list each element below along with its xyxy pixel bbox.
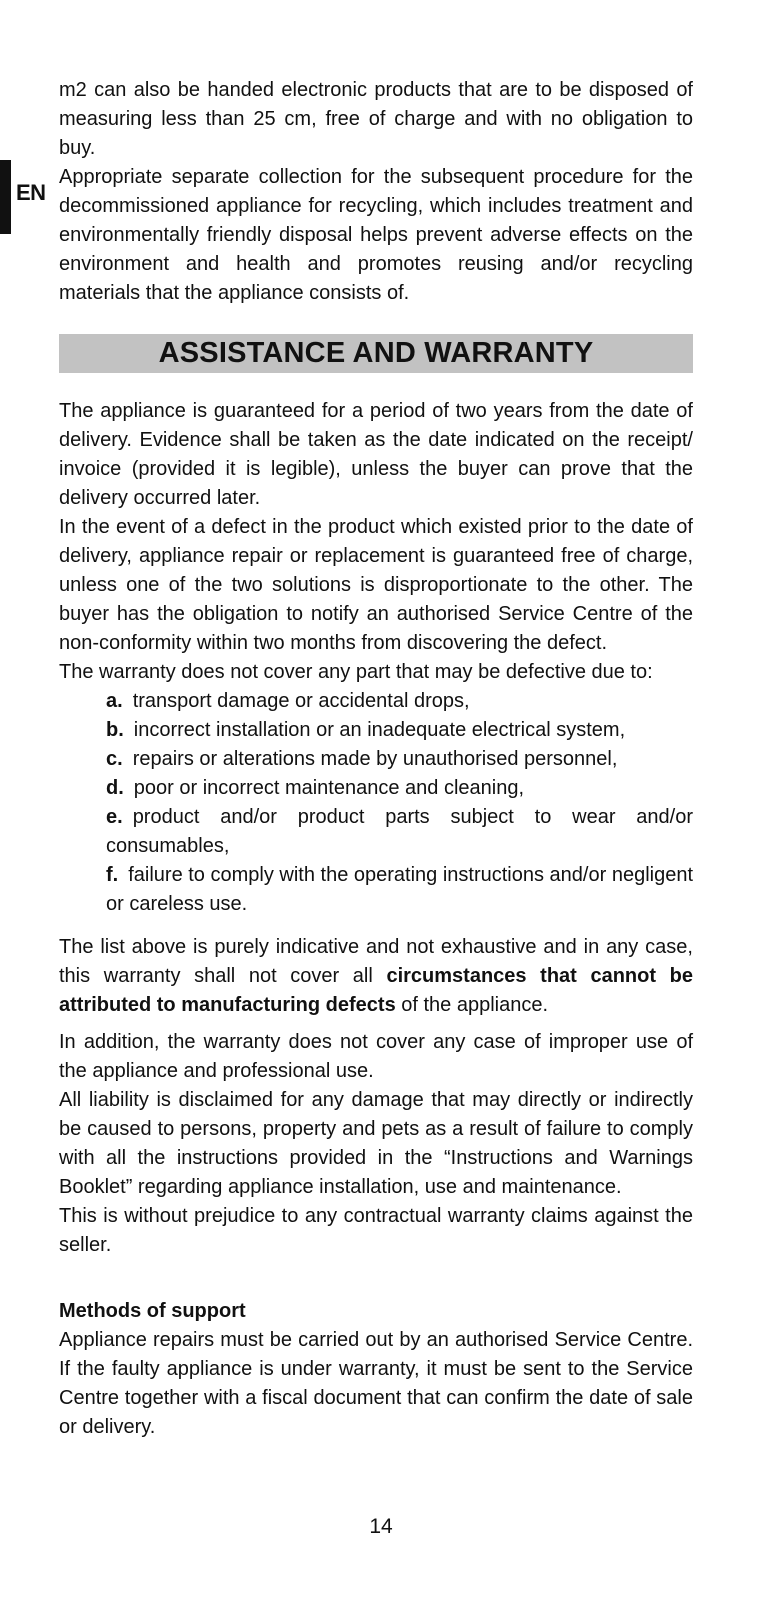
list-item	[106, 687, 693, 716]
list-item-letter: e.	[106, 806, 123, 828]
warranty-paragraph-5: This is without prejudice to any contractual warranty claims against the seller.	[59, 1205, 693, 1256]
warranty-paragraph-4: All liability is disclaimed for any damage that may directly or indirectly be caused to persons, property and pets as a result of failure to comply with all the instructions provided in the “Instructions and Warnings Booklet” regarding appliance installation, use and maintenance.	[59, 1089, 693, 1198]
warranty-list-intro: The warranty does not cover any part that may be defective due to:	[59, 661, 653, 683]
list-item-letter: f.	[106, 864, 119, 886]
support-paragraph: Appliance repairs must be carried out by an authorised Service Centre. If the faulty appliance is under warranty, it must be sent to the Service Centre together with a fiscal document that can confirm the date of sale or delivery.	[59, 1329, 693, 1438]
language-label: EN	[16, 180, 46, 205]
list-item	[106, 861, 693, 919]
support-heading: Methods of support	[59, 1300, 246, 1322]
list-item-text: poor or incorrect maintenance and cleaning,	[133, 777, 525, 799]
list-disclaimer-paragraph: The list above is purely indicative and not exhaustive and in any case, this warranty shall not cover all circumstances that cannot be attributed to manufacturing defects of the appliance.	[59, 936, 693, 1016]
list-item-letter: a.	[106, 690, 123, 712]
list-item-letter: b.	[106, 719, 124, 741]
intro-paragraph-1: m2 can also be handed electronic products that are to be disposed of measuring less than 25 cm, free of charge and with no obligation to buy.	[59, 79, 693, 159]
list-item-text: failure to comply with the operating instructions and/or negligent or careless use.	[106, 864, 693, 915]
intro-paragraph-2: Appropriate separate collection for the subsequent procedure for the decommissioned appliance for recycling, which includes treatment and environmentally friendly disposal helps prevent adverse effects on the environment and health and promotes reusing and/or recycling materials that the appliance consists of.	[59, 166, 693, 304]
list-item-text: product and/or product parts subject to wear and/or consumables,	[106, 806, 693, 857]
list-item-letter: d.	[106, 777, 124, 799]
list-item	[106, 716, 693, 745]
list-item	[106, 774, 693, 803]
list-item-letter: c.	[106, 748, 123, 770]
warranty-paragraph-3: In addition, the warranty does not cover any case of improper use of the appliance and professional use.	[59, 1031, 693, 1082]
emphasis-text: circumstances that cannot be attributed to manufacturing defects	[59, 965, 693, 1016]
list-item-text: transport damage or accidental drops,	[132, 690, 470, 712]
section-heading-bar	[59, 334, 693, 373]
section-heading: ASSISTANCE AND WARRANTY	[158, 337, 594, 369]
page-content	[59, 76, 693, 1442]
exclusions-list	[59, 687, 693, 919]
list-item-text: incorrect installation or an inadequate electrical system,	[133, 719, 626, 741]
list-item-text: repairs or alterations made by unauthorised personnel,	[132, 748, 618, 770]
warranty-paragraph-1: The appliance is guaranteed for a period of two years from the date of delivery. Evidence shall be taken as the date indicated on the receipt/ invoice (provided it is legible), unless the buyer can prove that the delivery occurred later.	[59, 400, 693, 509]
warranty-paragraph-2: In the event of a defect in the product which existed prior to the date of delivery, appliance repair or replacement is guaranteed free of charge, unless one of the two solutions is disproportionate to the other. The buyer has the obligation to notify an authorised Service Centre of the non-conformity within two months from discovering the defect.	[59, 516, 693, 654]
page-number: 14	[369, 1515, 393, 1538]
list-item	[106, 745, 693, 774]
language-tab-marker	[0, 160, 11, 234]
list-item	[106, 803, 693, 861]
